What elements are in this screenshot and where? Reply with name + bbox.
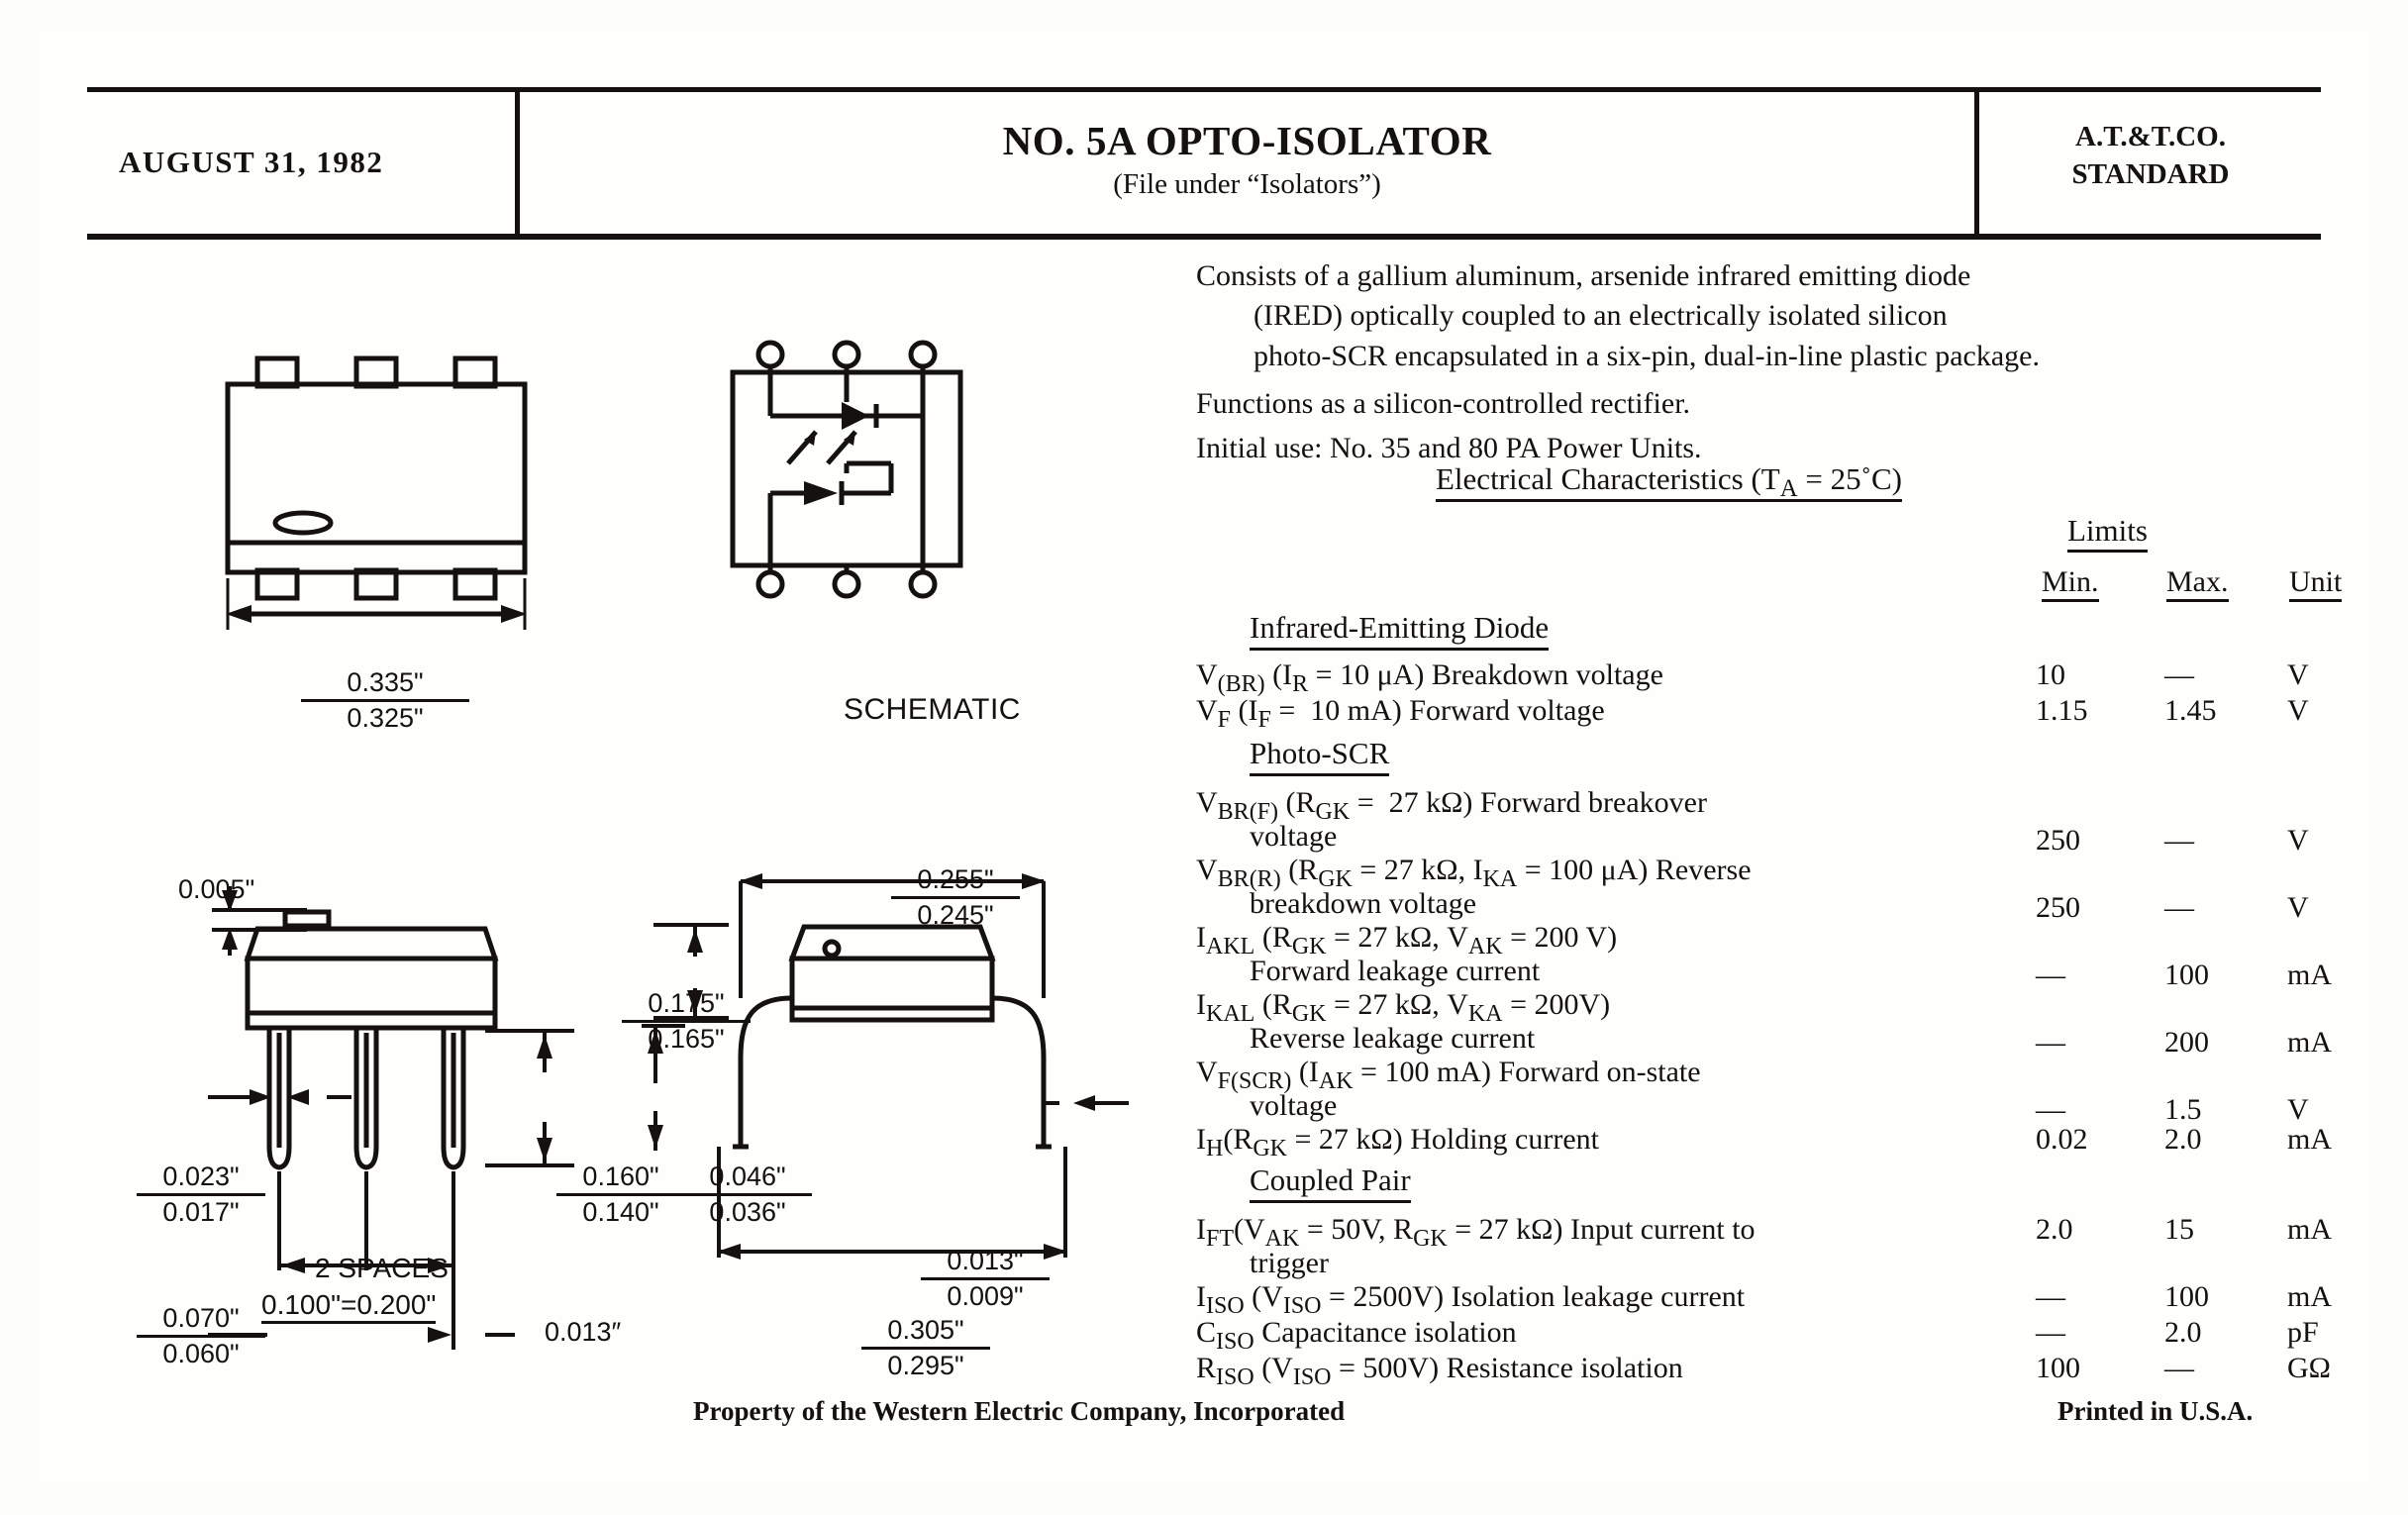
- row-label-cont: Reverse leakage current: [1250, 1022, 1536, 1055]
- table-row: [1196, 658, 2335, 697]
- row-label-cont: trigger: [1250, 1247, 1329, 1279]
- row-max: 100: [2164, 959, 2209, 991]
- row-min: —: [2036, 1316, 2065, 1349]
- row-min: 10: [2036, 658, 2065, 691]
- row-max: —: [2164, 658, 2194, 691]
- row-unit: mA: [2287, 1026, 2332, 1059]
- row-label: $C_{ISO}$ Capacitance isolation: [1196, 1316, 1517, 1355]
- row-label-cont: voltage: [1250, 1089, 1338, 1122]
- row-max: 2.0: [2164, 1316, 2202, 1349]
- company-name: A.T.&T.CO.: [2075, 121, 2226, 152]
- row-min: —: [2036, 1280, 2065, 1313]
- electrical-characteristics-title: Electrical Characteristics ($T_A$ = 25˚C): [1436, 461, 1902, 502]
- table-row: [1196, 988, 2335, 1059]
- description-line-1: Consists of a gallium aluminum, arsenide infrared emitting diode: [1196, 259, 1971, 292]
- table-row: [1196, 921, 2335, 991]
- header-divider-right: [1974, 89, 1979, 236]
- dim-value-max: 0.023": [137, 1162, 265, 1196]
- dim-value-max: 0.305": [861, 1315, 990, 1350]
- page-subtitle: (File under “Isolators”): [1113, 168, 1381, 200]
- dim-value-min: 0.245": [917, 900, 994, 930]
- schematic-label: SCHEMATIC: [844, 693, 1021, 726]
- header-top-rule: [87, 87, 2321, 92]
- table-row: [1196, 1352, 2335, 1390]
- row-unit: mA: [2287, 1280, 2332, 1313]
- description-line-2: (IRED) optically coupled to an electrically isolated silicon: [1254, 299, 1948, 333]
- dim-lead-width: [137, 1162, 265, 1228]
- row-max: 2.0: [2164, 1123, 2202, 1156]
- dim-value-min: 0.060": [162, 1339, 240, 1368]
- row-max: 1.45: [2164, 694, 2217, 727]
- row-label: $I_{AKL}$ ($R_{GK} = 27$ kΩ, $V_{AK} = 200$ V) Forward leakage current: [1196, 921, 2335, 988]
- row-unit: mA: [2287, 1213, 2332, 1246]
- row-max: —: [2164, 824, 2194, 857]
- description-block: [1196, 257, 2325, 469]
- limits-header: Limits: [2067, 513, 2148, 553]
- row-min: —: [2036, 959, 2065, 991]
- row-label-cont: Forward leakage current: [1250, 955, 1541, 987]
- dim-body-width: [891, 864, 1020, 931]
- header-bottom-rule: [87, 234, 2321, 240]
- table-row: [1196, 1213, 2335, 1280]
- row-unit: V: [2287, 694, 2309, 727]
- document-sheet: [40, 28, 2368, 1483]
- dim-value-max: 0.070": [137, 1303, 265, 1338]
- row-label: $I_{ISO}$ $(V_{ISO} = 2500V)$ Isolation leakage current: [1196, 1280, 1746, 1319]
- row-max: —: [2164, 891, 2194, 924]
- dim-body-height: [622, 988, 751, 1055]
- row-unit: GΩ: [2287, 1352, 2331, 1384]
- dim-value-min: 0.295": [887, 1351, 964, 1380]
- row-label: $I_{KAL}$ ($R_{GK} = 27$ kΩ, $V_{KA} = 200V$) Reverse leakage current: [1196, 988, 2335, 1056]
- row-label: $V_F$ ($I_F = 10$ mA) Forward voltage: [1196, 694, 1605, 733]
- row-label-cont: voltage: [1250, 820, 1338, 853]
- row-max: 100: [2164, 1280, 2209, 1313]
- description-line-3: photo-SCR encapsulated in a six-pin, dual-in-line plastic package.: [1254, 339, 2040, 372]
- row-max: 1.5: [2164, 1093, 2202, 1126]
- row-label: $V_{F(SCR)}$ ($I_{AK} = 100$ mA) Forward on-state voltage: [1196, 1056, 2335, 1123]
- dim-value-max: 0.175": [622, 988, 751, 1023]
- dim-value-min: 0.036": [709, 1197, 786, 1227]
- dim-seating-plane: [137, 1303, 265, 1369]
- table-row: [1196, 1123, 2335, 1162]
- standard-label: STANDARD: [2071, 157, 2230, 190]
- table-row: [1196, 1280, 2335, 1319]
- dim-value-max: 0.335": [301, 667, 469, 702]
- column-header-max: Max.: [2166, 565, 2229, 599]
- row-min: —: [2036, 1026, 2065, 1059]
- row-label-cont: breakdown voltage: [1250, 887, 1477, 920]
- column-header-min: Min.: [2042, 565, 2099, 599]
- dim-standoff: [683, 1162, 812, 1228]
- footer-printed-in: Printed in U.S.A.: [2057, 1396, 2254, 1426]
- dim-value-min: 0.017": [162, 1197, 240, 1227]
- row-unit: V: [2287, 891, 2309, 924]
- dim-value-max: 0.046": [683, 1162, 812, 1196]
- dim-value-max: 0.255": [891, 864, 1020, 899]
- footer-property-notice: Property of the Western Electric Company, Incorporated: [693, 1396, 1346, 1426]
- row-unit: pF: [2287, 1316, 2319, 1349]
- row-label: $R_{ISO}$ $(V_{ISO} = 500V)$ Resistance isolation: [1196, 1352, 1683, 1390]
- spaces-label: 2 SPACES: [315, 1253, 449, 1283]
- table-row: [1196, 786, 2335, 857]
- row-unit: mA: [2287, 1123, 2332, 1156]
- dim-value-min: 0.009": [947, 1281, 1024, 1311]
- dim-top-view-width: [301, 667, 469, 734]
- specifications-table: [1196, 610, 2335, 1390]
- row-label: $V_{BR(F)}$ ($R_{GK} = 27$ kΩ) Forward breakover voltage: [1196, 786, 2335, 854]
- figure-schematic: [693, 325, 1010, 661]
- row-max: 15: [2164, 1213, 2194, 1246]
- row-min: 0.02: [2036, 1123, 2088, 1156]
- dim-lead-span: [861, 1315, 990, 1381]
- figure-top-view: [208, 345, 624, 642]
- dim-value-min: 0.140": [582, 1197, 659, 1227]
- dim-value-max: 0.160": [556, 1162, 685, 1196]
- document-date: AUGUST 31, 1982: [119, 145, 384, 179]
- row-max: —: [2164, 1352, 2194, 1384]
- description-line-5: Initial use: No. 35 and 80 PA Power Units.: [1196, 431, 1702, 464]
- spaces-pitch-label: 0.100"=0.200": [261, 1289, 436, 1321]
- dim-0013-lead-thickness: 0.013″: [545, 1317, 622, 1347]
- page-title: NO. 5A OPTO-ISOLATOR: [1002, 118, 1492, 163]
- row-min: 100: [2036, 1352, 2080, 1384]
- row-label: $V_{BR(R)}$ ($R_{GK} = 27$ kΩ, $I_{KA} = 100$ μA) Reverse breakdown voltage: [1196, 854, 2335, 921]
- dim-0005: 0.005": [178, 874, 255, 904]
- column-header-unit: Unit: [2289, 565, 2342, 599]
- dim-value-min: 0.165": [648, 1024, 725, 1054]
- dim-lead-thickness: [921, 1246, 1050, 1312]
- table-row: [1196, 854, 2335, 924]
- row-min: 250: [2036, 891, 2080, 924]
- row-min: 250: [2036, 824, 2080, 857]
- row-unit: V: [2287, 824, 2309, 857]
- row-min: 1.15: [2036, 694, 2088, 727]
- group-header-photoscr: Photo-SCR: [1250, 736, 1389, 776]
- table-row: [1196, 1056, 2335, 1126]
- table-row: [1196, 1316, 2335, 1355]
- row-unit: V: [2287, 658, 2309, 691]
- group-header-ired: Infrared-Emitting Diode: [1250, 610, 1549, 651]
- dim-value-max: 0.013": [921, 1246, 1050, 1280]
- row-unit: V: [2287, 1093, 2309, 1126]
- company-standard-label: [1980, 119, 2321, 193]
- row-label: $V_{(BR)}$ ($I_R = 10$ μA) Breakdown voltage: [1196, 658, 1663, 697]
- table-row: [1196, 694, 2335, 733]
- group-header-coupled-pair: Coupled Pair: [1250, 1162, 1411, 1203]
- description-line-4: Functions as a silicon-controlled rectifier.: [1196, 387, 1691, 421]
- row-min: 2.0: [2036, 1213, 2073, 1246]
- row-min: —: [2036, 1093, 2065, 1126]
- dim-value-min: 0.325": [347, 703, 424, 733]
- row-label: $I_H(R_{GK} = 27$ kΩ) Holding current: [1196, 1123, 1600, 1162]
- row-label: $I_{FT}(V_{AK} = 50V$, $R_{GK} = 27$ kΩ) Input current to trigger: [1196, 1213, 2335, 1280]
- row-max: 200: [2164, 1026, 2209, 1059]
- row-unit: mA: [2287, 959, 2332, 991]
